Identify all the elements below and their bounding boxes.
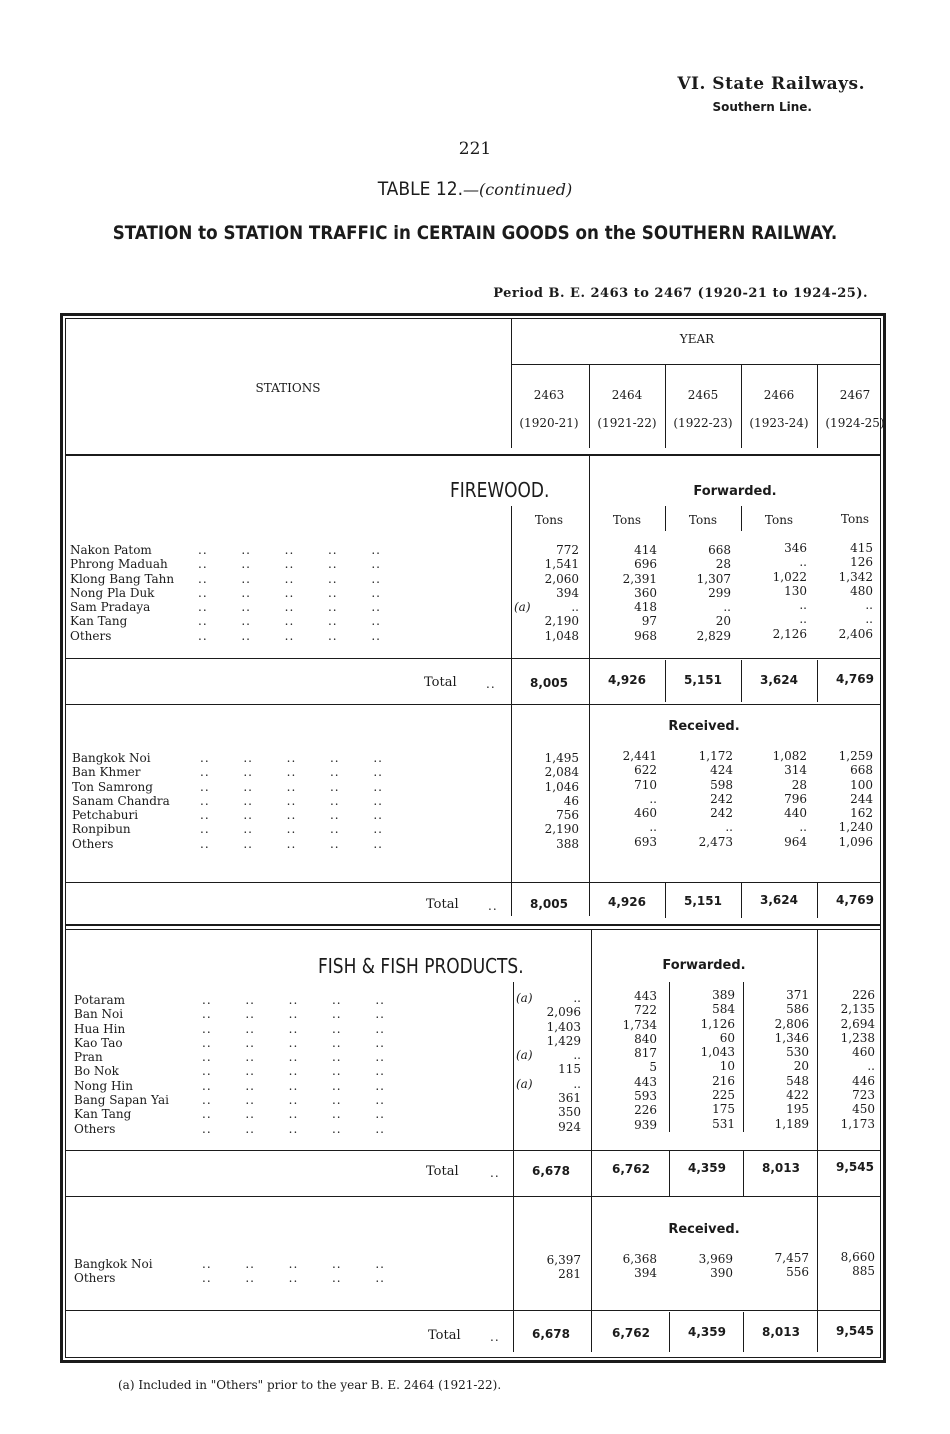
leader-dots: .. .. .. .. .. .. .. .. .. .. .. .. .. .. .. .. .. .. .. .. .. .. .. .. .. .. .. .. .. .. .. .. .. .. .. (200, 751, 383, 851)
total-value: 8,013 (762, 1325, 800, 1339)
year-ce: (1922-23) (673, 416, 733, 430)
unit-label: Tons (534, 513, 564, 527)
station-list: Potaram Ban Noi Hua Hin Kao Tao Pran Bo Nok Nong Hin Bang Sapan Yai Kan Tang Others (74, 993, 169, 1136)
total-value: 6,762 (612, 1162, 650, 1176)
value-column: 772 1,541 2,060 394 .. 2,190 1,048 (544, 543, 579, 643)
total-label: Total (426, 1164, 459, 1179)
unit-label: Tons (840, 512, 870, 526)
year-label: YEAR (679, 332, 715, 346)
value-column: 415 126 1,342 480 .. .. 2,406 (838, 541, 873, 641)
total-value: 5,151 (684, 894, 722, 908)
year-header: 2463 (533, 388, 565, 402)
note-flags: (a) (514, 600, 531, 615)
value-column: 346 .. 1,022 130 .. .. 2,126 (772, 541, 807, 641)
section-title-firewood: FIREWOOD. (450, 478, 550, 502)
total-value: 4,926 (608, 673, 646, 687)
table-continued: —(continued) (463, 180, 573, 199)
total-value: 8,005 (530, 897, 568, 911)
total-value: 4,769 (836, 672, 874, 686)
leader-dots: .. (490, 1330, 500, 1344)
page-number: 221 (458, 139, 492, 159)
report-title: VI. State Railways. (677, 74, 865, 94)
unit-label: Tons (688, 513, 718, 527)
year-divider (511, 364, 881, 365)
total-value: 4,769 (836, 893, 874, 907)
value-column: 1,259 668 100 244 162 1,240 1,096 (838, 749, 873, 849)
total-value: 8,013 (762, 1161, 800, 1175)
value-column: 389 584 1,126 60 1,043 10 216 225 175 531 (700, 988, 735, 1131)
year-ce: (1923-24) (749, 416, 809, 430)
received-label: Received. (668, 1222, 740, 1237)
leader-dots: .. .. .. .. .. .. .. .. .. .. .. .. .. .. .. .. .. .. .. .. .. .. .. .. .. .. .. .. .. .. .. .. .. .. .. .. .. .. .. .. .. .. .. .. .. .. .. .. .. .. (202, 993, 385, 1136)
total-value: 8,005 (530, 676, 568, 690)
total-value: 9,545 (836, 1324, 874, 1338)
total-value: 6,678 (532, 1327, 570, 1341)
row-rule (65, 704, 881, 705)
total-value: 4,926 (608, 895, 646, 909)
value-column: 1,495 2,084 1,046 46 756 2,190 388 (544, 751, 579, 851)
table-title (0, 178, 950, 200)
year-header: 2467 (839, 388, 871, 402)
col-divider (741, 364, 742, 448)
value-column: 6,368 394 (622, 1252, 657, 1281)
report-subtitle: Southern Line. (712, 100, 812, 114)
station-list: Nakon Patom Phrong Maduah Klong Bang Tahn Nong Pla Duk Sam Pradaya Kan Tang Others (70, 543, 175, 643)
section-title-fish: FISH & FISH PRODUCTS. (318, 954, 524, 978)
year-ce: (1921-22) (597, 416, 657, 430)
unit-label: Tons (612, 513, 642, 527)
value-column: 226 2,135 2,694 1,238 460 .. 446 723 450 1,173 (840, 988, 875, 1131)
leader-dots: .. .. .. .. .. .. .. .. .. .. .. .. .. .. .. .. .. .. .. .. .. .. .. .. .. .. .. .. .. .. .. .. .. .. .. (198, 543, 381, 643)
year-ce: (1924-25) (825, 416, 885, 430)
station-list: Bangkok Noi Others (74, 1257, 153, 1286)
value-column: 7,457 556 (774, 1251, 809, 1280)
col-divider (817, 364, 818, 448)
value-column: .. 2,096 1,403 1,429 .. 115 .. 361 350 924 (546, 991, 581, 1134)
total-value: 4,359 (688, 1325, 726, 1339)
row-rule (65, 1196, 881, 1197)
station-list: Bangkok Noi Ban Khmer Ton Samrong Sanam Chandra Petchaburi Ronpibun Others (72, 751, 170, 851)
total-value: 3,624 (760, 673, 798, 687)
note-flags: (a) (a) (a) (516, 991, 533, 1091)
unit-label: Tons (764, 513, 794, 527)
row-rule (65, 1310, 881, 1311)
value-column: 6,397 281 (546, 1253, 581, 1282)
period-label: Period B. E. 2463 to 2467 (1920-21 to 1924-25). (493, 286, 868, 301)
total-label: Total (424, 675, 457, 690)
stations-label: STATIONS (255, 381, 321, 395)
total-value: 5,151 (684, 673, 722, 687)
received-label: Received. (668, 719, 740, 734)
value-column: 443 722 1,734 840 817 5 443 593 226 939 (622, 989, 657, 1132)
table-title-text: TABLE 12. (377, 178, 464, 200)
year-header: 2465 (687, 388, 719, 402)
total-value: 6,678 (532, 1164, 570, 1178)
forwarded-label: Forwarded. (693, 484, 777, 499)
col-divider (589, 364, 590, 448)
header-bottom-rule (65, 454, 881, 456)
row-rule (65, 658, 881, 659)
value-column: 2,441 622 710 .. 460 .. 693 (622, 749, 657, 849)
table-subtitle: STATION to STATION TRAFFIC in CERTAIN GOODS on the SOUTHERN RAILWAY. (112, 222, 838, 244)
value-column: 1,082 314 28 796 440 .. 964 (772, 749, 807, 849)
total-label: Total (428, 1328, 461, 1343)
value-column: 668 28 1,307 299 .. 20 2,829 (696, 543, 731, 643)
leader-dots: .. (490, 1166, 500, 1180)
forwarded-label: Forwarded. (662, 958, 746, 973)
value-column: 1,172 424 598 242 242 .. 2,473 (698, 749, 733, 849)
total-value: 9,545 (836, 1160, 874, 1174)
section-rule (65, 929, 881, 930)
footnote: (a) Included in "Others" prior to the year B. E. 2464 (1921-22). (118, 1378, 502, 1392)
leader-dots: .. .. .. .. .. .. .. .. .. .. (202, 1257, 385, 1286)
total-value: 3,624 (760, 893, 798, 907)
value-column: 414 696 2,391 360 418 97 968 (622, 543, 657, 643)
leader-dots: .. (486, 677, 496, 691)
value-column: 371 586 2,806 1,346 530 20 548 422 195 1,189 (774, 988, 809, 1131)
row-rule (65, 882, 881, 883)
year-header: 2464 (611, 388, 643, 402)
value-column: 8,660 885 (840, 1250, 875, 1279)
value-column: 3,969 390 (698, 1252, 733, 1281)
row-rule (65, 1150, 881, 1151)
year-ce: (1920-21) (519, 416, 579, 430)
total-value: 6,762 (612, 1326, 650, 1340)
section-rule (65, 924, 881, 926)
total-label: Total (426, 897, 459, 912)
total-value: 4,359 (688, 1161, 726, 1175)
col-divider (665, 364, 666, 448)
year-header: 2466 (763, 388, 795, 402)
leader-dots: .. (488, 899, 498, 913)
